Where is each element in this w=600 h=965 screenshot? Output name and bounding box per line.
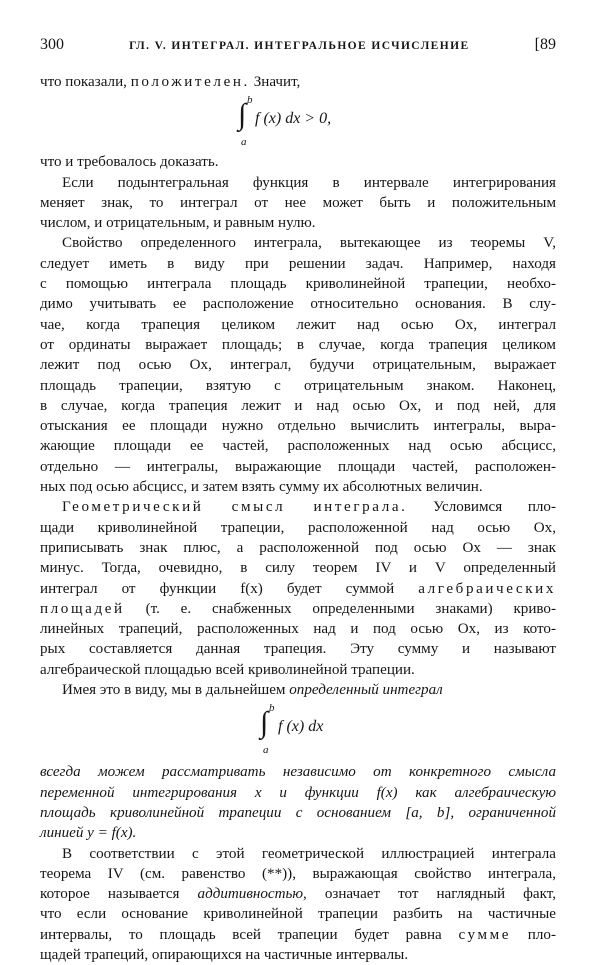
paragraph-4 [40, 497, 556, 680]
text-line: отдельно — интегралы, выражающие площади частей, расположен- [40, 457, 556, 477]
formula-definite-integral [40, 700, 556, 762]
text-line: ных под осью абсцисс, и затем взять сумму их абсолютных величин. [40, 477, 556, 497]
integral-sign: ∫ [238, 98, 246, 132]
book-page [40, 36, 556, 965]
text-line: приписывать знак плюс, а расположенной под осью Ox — знак [40, 538, 556, 558]
formula-body: f (x) dx > 0, [255, 110, 331, 128]
text-line: чае, когда трапеция целиком лежит над осью Ox, интеграл [40, 315, 556, 335]
page-number: 300 [40, 36, 64, 54]
text-line: числом, и отрицательным, и равным нулю. [40, 213, 556, 233]
formula-body: f (x) dx [278, 718, 323, 736]
paragraph-intro [40, 72, 556, 92]
text-line: от ординаты выражает площадь; в случае, когда трапеция целиком [40, 335, 556, 355]
text-line: площадь трапеции, взятую с отрицательным знаком. Наконец, [40, 376, 556, 396]
upper-limit: b [269, 702, 275, 714]
text-line [40, 579, 556, 599]
text-line: В соответствии с этой геометрической иллюстрацией интеграла [40, 844, 556, 864]
text-line: площадь криволинейной трапеции с основанием [a, b], ограниченной [40, 803, 556, 823]
text-line [40, 497, 556, 517]
spaced-word: площадей [40, 601, 125, 617]
text-span: интеграл от функции f(x) будет суммой [40, 581, 394, 597]
lower-limit: a [241, 136, 247, 148]
paragraph-2 [40, 173, 556, 234]
text-line: Если подынтегральная функция в интервале интегрирования [40, 173, 556, 193]
italic-span: определенный интеграл [289, 682, 442, 698]
text-line: алгебраической площадью всей криволинейной трапеции. [40, 660, 556, 680]
text-line [40, 680, 556, 700]
paragraph-7 [40, 844, 556, 965]
text-line: линейных трапеций, расположенных над и под осью Ox, из кото- [40, 619, 556, 639]
page-header [40, 36, 556, 58]
text-line: отыскания ее площади нужно отдельно вычислить интегралы, выра- [40, 416, 556, 436]
text-line: димо учитывать ее расположение относительно основания. В слу- [40, 294, 556, 314]
text-span: интервалы, то площадь всей трапеции будет равна [40, 927, 458, 943]
section-heading-spaced: Геометрический смысл интеграла. [62, 499, 408, 515]
text-line: рых составляется данная трапеция. Эту сумму и называют [40, 639, 556, 659]
text-line: что если основание криволинейной трапеции разбить на частичные [40, 904, 556, 924]
text-span: которое называется [40, 886, 198, 902]
text-line: минус. Тогда, очевидно, в силу теорем IV и V определенный [40, 558, 556, 578]
text-line: лежит под осью Ox, интеграл, будучи отрицательным, выражает [40, 355, 556, 375]
text-line: всегда можем рассматривать независимо от конкретного смысла [40, 762, 556, 782]
paragraph-5 [40, 680, 556, 700]
text-span: Условимся пло- [408, 499, 556, 515]
text-span: что показали, [40, 74, 131, 90]
upper-limit: b [247, 94, 253, 106]
text-line: в случае, когда трапеция лежит и над осью Ox, и под ней, для [40, 396, 556, 416]
text-span: пло- [511, 927, 556, 943]
text-line: Свойство определенного интеграла, вытекающее из теоремы V, [40, 233, 556, 253]
paragraph-3 [40, 233, 556, 497]
text-line: линией y = f(x). [40, 823, 556, 843]
paragraph-6-italic [40, 762, 556, 843]
text-line [40, 925, 556, 945]
text-line: щадей трапеций, опирающихся на частичные интервалы. [40, 945, 556, 965]
spaced-word: положителен. [131, 74, 250, 90]
text-line: следует иметь в виду при решении задач. Например, находя [40, 254, 556, 274]
text-line [40, 884, 556, 904]
paragraph-1 [40, 152, 556, 172]
lower-limit: a [263, 744, 269, 756]
text-line: меняет знак, то интеграл от нее может быть и положительным [40, 193, 556, 213]
running-title: ГЛ. V. ИНТЕГРАЛ. ИНТЕГРАЛЬНОЕ ИСЧИСЛЕНИЕ [129, 40, 469, 52]
text-span: Значит, [250, 74, 300, 90]
spaced-word: алгебраических [418, 581, 556, 597]
text-span: Имея это в виду, мы в дальнейшем [62, 682, 289, 698]
text-span: (т. е. снабженных определенными знаками) криво- [125, 601, 556, 617]
formula-integral-positive [40, 92, 556, 152]
text-line: теорема IV (см. равенство (**)), выражающая свойство интеграла, [40, 864, 556, 884]
spaced-word: сумме [458, 927, 511, 943]
text-line: переменной интегрирования x и функции f(x) как алгебраическую [40, 783, 556, 803]
text-line: с помощью интеграла площадь криволинейной трапеции, необхо- [40, 274, 556, 294]
italic-span: аддитивностью [198, 886, 304, 902]
text-line: жающие площади ее частей, расположенных над осью абсцисс, [40, 436, 556, 456]
text-line [40, 599, 556, 619]
text-span: , означает тот наглядный факт, [303, 886, 556, 902]
section-number: [89 [535, 36, 556, 54]
text-line: что и требовалось доказать. [40, 152, 556, 172]
integral-sign: ∫ [260, 706, 268, 740]
text-line: щади криволинейной трапеции, расположенной над осью Ox, [40, 518, 556, 538]
